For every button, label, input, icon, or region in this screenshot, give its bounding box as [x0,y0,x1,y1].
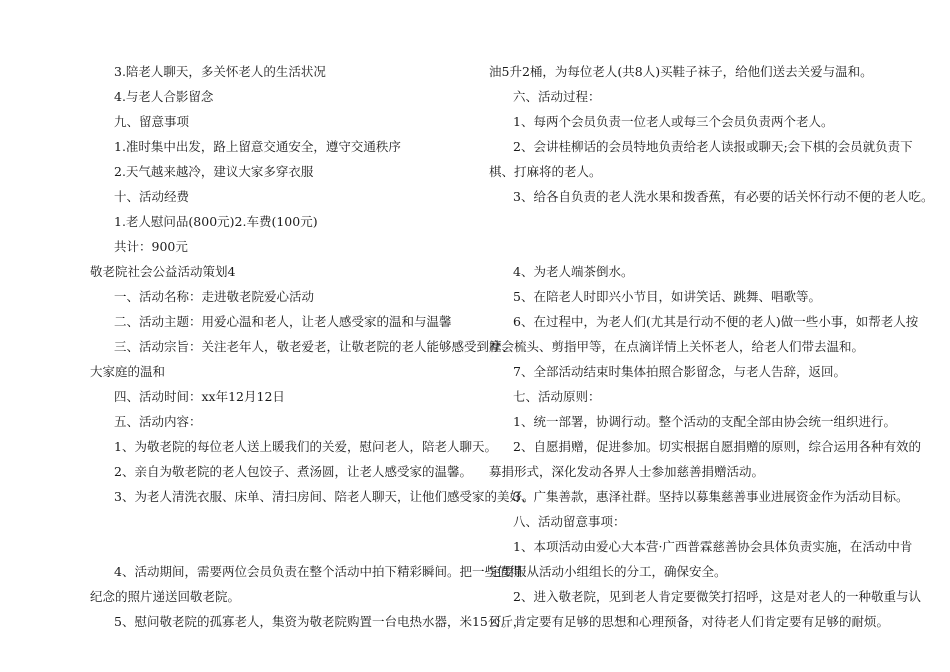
blank-line [90,522,462,547]
text-line: 1、为敬老院的每位老人送上暖我们的关爱，慰问老人，陪老人聊天。 [114,439,497,454]
text-line: 七、活动原则： [513,389,601,404]
text-line: 6、在过程中，为老人们(尤其是行动不便的老人)做一些小事，如帮老人按 [513,314,919,329]
text-line: 3、为老人清洗衣服、床单、清扫房间、陪老人聊天，让他们感受家的美好。 [114,489,535,504]
left-column [90,59,535,634]
text-line: 4、活动期间，需要两位会员负责在整个活动中拍下精彩瞬间。把一些值得 [114,564,522,579]
text-line: 大家庭的温和 [90,364,166,379]
right-column [489,59,934,634]
text-line: 1、每两个会员负责一位老人或每三个会员负责两个老人。 [513,114,834,129]
text-line: 1.老人慰问品(800元)2.车费(100元) [114,214,318,229]
text-line: 五、活动内容： [114,414,202,429]
text-line: 二、活动主题：用爱心温和老人，让老人感受家的温和与温馨 [114,314,452,329]
text-line: 1、统一部署，协调行动。整个活动的支配全部由协会统一组织进行。 [513,414,896,429]
text-line: 2、会讲桂柳话的会员特地负责给老人读报或聊天;会下棋的会员就负责下 [513,139,913,154]
text-line: 三、活动宗旨：关注老年人，敬老爱老，让敬老院的老人能够感受到社会 [114,339,515,354]
text-line: 十、活动经费 [114,189,190,204]
text-line: 摩、梳头、剪指甲等，在点滴详情上关怀老人，给老人们带去温和。 [489,339,865,354]
text-line: 2、亲自为敬老院的老人包饺子、煮汤圆，让老人感受家的温馨。 [114,464,472,479]
text-line: 一、活动名称：走进敬老院爱心活动 [114,289,315,304]
text-line: 棋、打麻将的老人。 [489,164,602,179]
text-line: 2、进入敬老院，见到老人肯定要微笑打招呼，这是对老人的一种敬重与认 [513,589,921,604]
text-line: 1、本项活动由爱心大本营·广西普霖慈善协会具体负责实施，在活动中肯 [513,539,913,554]
text-line: 3、广集善款，惠泽社群。坚持以募集慈善事业进展资金作为活动目标。 [513,489,909,504]
text-line: 共计：900元 [114,239,188,254]
text-line: 六、活动过程： [513,89,601,104]
text-line: 敬老院社会公益活动策划4 [90,264,236,279]
text-line: 2.天气越来越冷，建议大家多穿衣服 [114,164,314,179]
text-line: 5、在陪老人时即兴小节目，如讲笑话、跳舞、唱歌等。 [513,289,821,304]
text-line: 纪念的照片递送回敬老院。 [90,589,241,604]
text-line: 5、慰问敬老院的孤寡老人，集资为敬老院购置一台电热水器，米15公斤， [114,614,526,629]
blank-line [489,222,882,247]
text-line: 2、自愿捐赠，促进参加。切实根据自愿捐赠的原则，综合运用各种有效的 [513,439,921,454]
text-line: 四、活动时间：xx年12月12日 [114,389,285,404]
text-line: 7、全部活动结束时集体拍照合影留念，与老人告辞，返回。 [513,364,846,379]
text-line: 定要服从活动小组组长的分工，确保安全。 [489,564,727,579]
text-line: 3.陪老人聊天，多关怀老人的生活状况 [114,64,326,79]
text-line: 4、为老人端茶倒水。 [513,264,634,279]
text-line: 3、给各自负责的老人洗水果和拨香蕉，有必要的话关怀行动不便的老人吃。 [513,189,934,204]
text-line: 可。肯定要有足够的思想和心理预备，对待老人们肯定要有足够的耐烦。 [489,614,890,629]
text-line: 八、活动留意事项： [513,514,626,529]
text-line: 油5升2桶，为每位老人(共8人)买鞋子袜子，给他们送去关爱与温和。 [489,64,873,79]
text-line: 1.准时集中出发，路上留意交通安全，遵守交通秩序 [114,139,401,154]
text-line: 4.与老人合影留念 [114,89,214,104]
text-line: 九、留意事项 [114,114,190,129]
text-line: 募捐形式，深化发动各界人士参加慈善捐赠活动。 [489,464,765,479]
